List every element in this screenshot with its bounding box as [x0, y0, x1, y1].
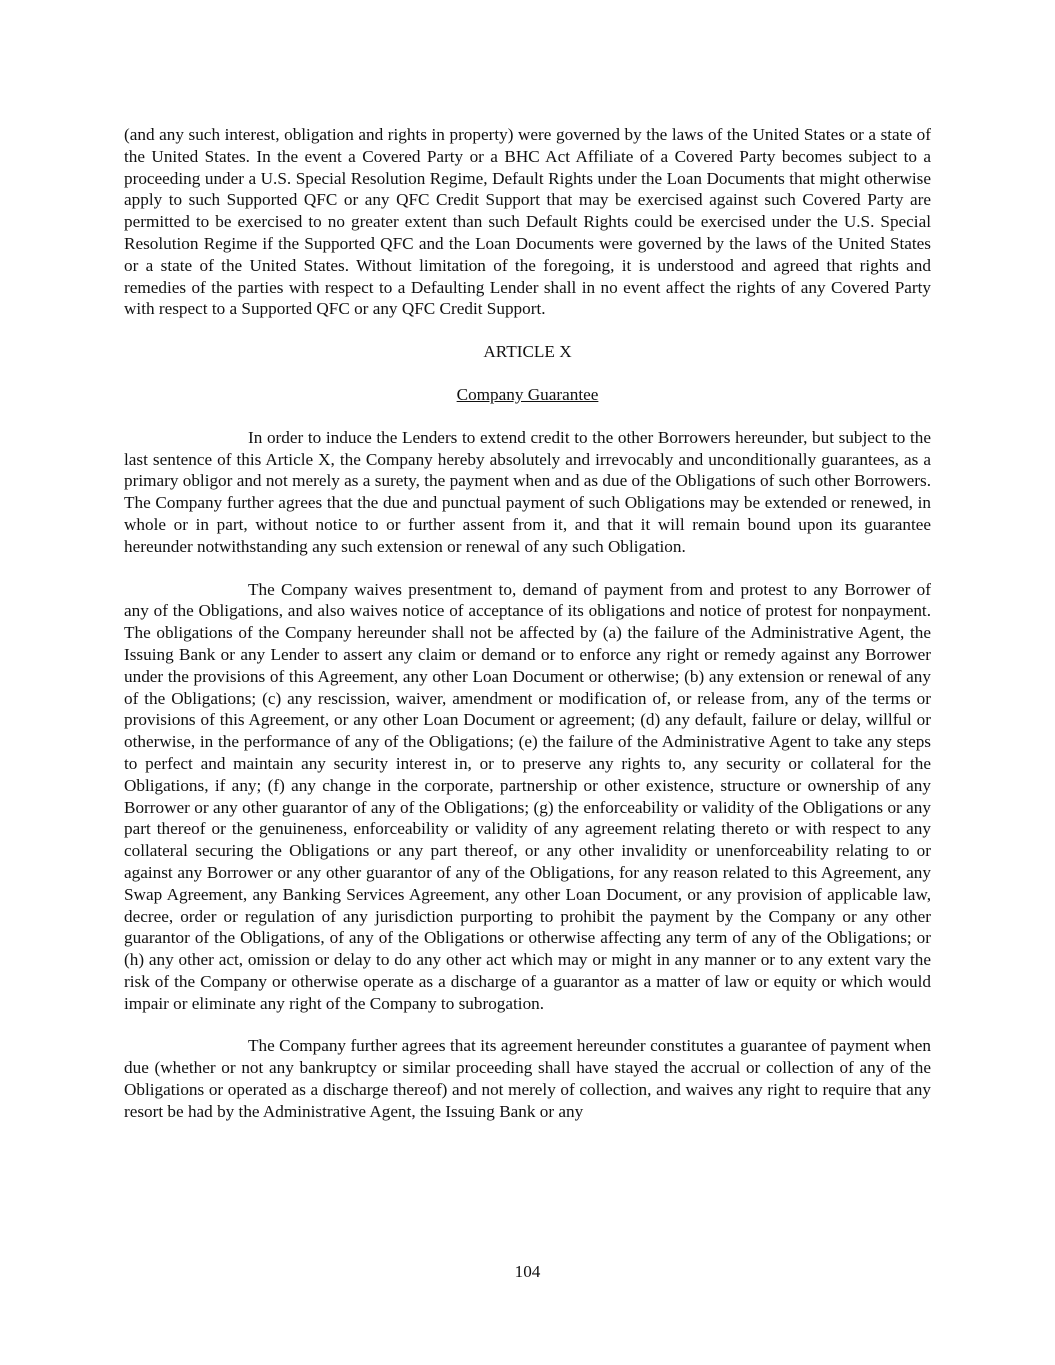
payment-guarantee-paragraph: The Company further agrees that its agreement hereunder constitutes a guarantee of payment when due (whether or not any bankruptcy or similar proceeding shall have stayed the accrual or collection of any of the Obligations or operated as a discharge thereof) and not merely of collection, and waives any right to require that any resort be had by the Administrative Agent, the Issuing Bank or any — [124, 1036, 931, 1121]
article-heading: ARTICLE X — [483, 342, 572, 362]
intro-paragraph: (and any such interest, obligation and rights in property) were governed by the laws of the United States or a state of the United States. In the event a Covered Party or a BHC Act Affiliate of a Covered Party becomes subject to a proceeding under a U.S. Special Resolution Regime, Default Rights under the Loan Documents that might otherwise apply to such Supported QFC or any QFC Credit Support that may be exercised against such Covered Party are permitted to be exercised to no greater extent than such Default Rights could be exercised under the U.S. Special Resolution Regime if the Supported QFC and the Loan Documents were governed by the laws of the United States or a state of the United States. Without limitation of the foregoing, it is understood and agreed that rights and remedies of the parties with respect to a Defaulting Lender shall in no event affect the rights of any Covered Party with respect to a Supported QFC or any QFC Credit Support. — [124, 125, 931, 319]
page-number: 104 — [514, 1262, 541, 1281]
waiver-paragraph: The Company waives presentment to, demand of payment from and protest to any Borrower of any of the Obligations, and also waives notice of acceptance of its obligations and notice of protest for nonpayment. The obligations of the Company hereunder shall not be affected by (a) the failure of the Administrative Agent, the Issuing Bank or any Lender to assert any claim or demand or to enforce any right or remedy against any Borrower under the provisions of this Agreement, any other Loan Document or otherwise; (b) any extension or renewal of any of the Obligations; (c) any rescission, waiver, amendment or modification of, or release from, any of the terms or provisions of this Agreement, or any other Loan Document or agreement; (d) any default, failure or delay, willful or otherwise, in the performance of any of the Obligations; (e) the failure of the Administrative Agent to take any steps to perfect and maintain any security interest in, or to preserve any rights to, any security or collateral for the Obligations, if any; (f) any change in the corporate, partnership or other existence, structure or ownership of any Borrower or any other guarantor of any of the Obligations; (g) the enforceability or validity of the Obligations or any part thereof or the genuineness, enforceability or validity of any agreement relating thereto or with respect to any collateral securing the Obligations or any part thereof, or any other invalidity or unenforceability relating to or against any Borrower or any other guarantor of any of the Obligations, for any reason related to this Agreement, any Swap Agreement, any Banking Services Agreement, any other Loan Document, or any provision of applicable law, decree, order or regulation of any jurisdiction purporting to prohibit the payment by the Company or any other guarantor of the Obligations, of any of the Obligations or otherwise affecting any term of any of the Obligations; or (h) any other act, omission or delay to do any other act which may or might in any manner or to any extent vary the risk of the Company or otherwise operate as a discharge of a guarantor as a matter of law or equity or which would impair or eliminate any right of the Company to subrogation. — [124, 579, 931, 1013]
section-heading: Company Guarantee — [456, 384, 599, 404]
guarantee-paragraph: In order to induce the Lenders to extend credit to the other Borrowers hereunder, but subject to the last sentence of this Article X, the Company hereby absolutely and irrevocably and unconditionally guarantees, as a primary obligor and not merely as a surety, the payment when and as due of the Obligations of such other Borrowers. The Company further agrees that the due and punctual payment of such Obligations may be extended or renewed, in whole or in part, without notice to or further assent from it, and that it will remain bound upon its guarantee hereunder notwithstanding any such extension or renewal of any such Obligation. — [124, 427, 931, 556]
document-page — [124, 124, 931, 1123]
